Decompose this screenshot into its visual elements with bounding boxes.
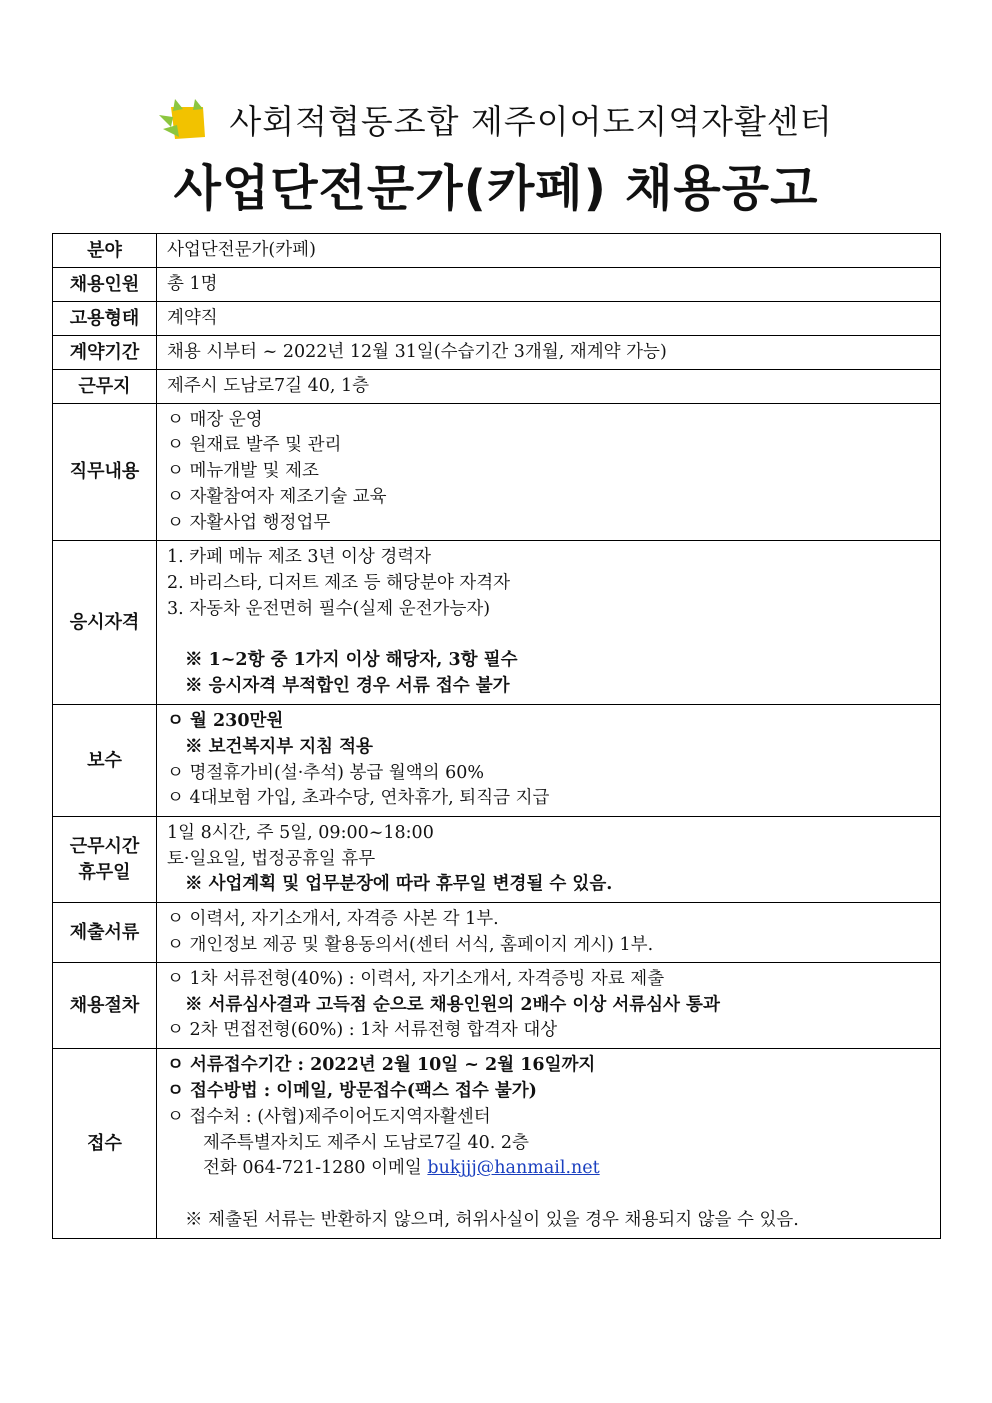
salary-item: ㅇ 4대보험 가입, 초과수당, 연차휴가, 퇴직금 지급 (167, 788, 550, 809)
qualification-item: 3. 자동차 운전면허 필수(실제 운전가능자) (167, 598, 491, 619)
row-period (53, 336, 941, 370)
label-hours-line1: 근무시간 (69, 835, 140, 857)
duty-item: ㅇ 자활참여자 제조기술 교육 (167, 486, 387, 507)
label-period: 계약기간 (53, 336, 157, 370)
value-location: 제주시 도남로7길 40, 1층 (157, 370, 941, 404)
label-duties: 직무내용 (53, 404, 157, 541)
row-salary (53, 705, 941, 817)
duty-item: ㅇ 매장 운영 (167, 409, 263, 430)
label-hours (53, 817, 157, 903)
qualification-item: 2. 바리스타, 디저트 제조 등 해당분야 자격자 (167, 572, 511, 593)
qualification-note: ※ 1~2항 중 1가지 이상 해당자, 3항 필수 (185, 650, 518, 671)
label-location: 근무지 (53, 370, 157, 404)
email-link[interactable]: bukjjj@hanmail.net (427, 1158, 600, 1179)
row-field (53, 234, 941, 268)
value-documents (157, 903, 941, 963)
duty-item: ㅇ 메뉴개발 및 제조 (167, 461, 319, 482)
salary-note: ※ 보건복지부 지침 적용 (185, 736, 373, 757)
label-documents: 제출서류 (53, 903, 157, 963)
job-notice-table (52, 233, 941, 1239)
application-period: ㅇ 서류접수기간 : 2022년 2월 10일 ~ 2월 16일까지 (167, 1055, 596, 1076)
salary-main: ㅇ 월 230만원 (167, 710, 284, 731)
procedure-note: ※ 서류심사결과 고득점 순으로 채용인원의 2배수 이상 서류심사 통과 (185, 994, 720, 1015)
application-place: ㅇ 접수처 : (사협)제주이어도지역자활센터 (167, 1106, 491, 1127)
value-duties (157, 404, 941, 541)
procedure-step1: ㅇ 1차 서류전형(40%) : 이력서, 자기소개서, 자격증빙 자료 제출 (167, 968, 665, 989)
qualification-item: 1. 카페 메뉴 제조 3년 이상 경력자 (167, 547, 432, 568)
value-hours (157, 817, 941, 903)
value-field: 사업단전문가(카페) (157, 234, 941, 268)
value-employment: 계약직 (157, 302, 941, 336)
procedure-step2: ㅇ 2차 면접전형(60%) : 1차 서류전형 합격자 대상 (167, 1020, 558, 1041)
hours-line: 1일 8시간, 주 5일, 09:00~18:00 (167, 822, 434, 843)
application-phone: 전화 064-721-1280 이메일 (203, 1158, 428, 1179)
value-period: 채용 시부터 ~ 2022년 12월 31일(수습기간 3개월, 재계약 가능) (157, 336, 941, 370)
application-contact (167, 1156, 940, 1182)
row-documents (53, 903, 941, 963)
salary-item: ㅇ 명절휴가비(설·추석) 봉급 월액의 60% (167, 762, 485, 783)
value-procedure (157, 963, 941, 1049)
org-name: 사회적협동조합 제주이어도지역자활센터 (229, 101, 833, 141)
row-location (53, 370, 941, 404)
row-qualifications (53, 541, 941, 705)
row-employment (53, 302, 941, 336)
value-salary (157, 705, 941, 817)
label-qualifications: 응시자격 (53, 541, 157, 705)
application-method: ㅇ 접수방법 : 이메일, 방문접수(팩스 접수 불가) (167, 1081, 537, 1101)
holiday-line: 토·일요일, 법정공휴일 휴무 (167, 848, 376, 869)
qualification-note: ※ 응시자격 부적합인 경우 서류 접수 불가 (185, 676, 510, 697)
label-salary: 보수 (53, 705, 157, 817)
label-hours-line2: 휴무일 (78, 861, 131, 883)
hours-note: ※ 사업계획 및 업무분장에 따라 휴무일 변경될 수 있음. (185, 874, 613, 895)
org-logo-icon (159, 97, 211, 141)
label-procedure: 채용절차 (53, 963, 157, 1049)
row-hours (53, 817, 941, 903)
row-application (53, 1049, 941, 1239)
application-footnote: ※ 제출된 서류는 반환하지 않으며, 허위사실이 있을 경우 채용되지 않을 수 있음. (185, 1209, 799, 1230)
label-headcount: 채용인원 (53, 268, 157, 302)
value-headcount: 총 1명 (157, 268, 941, 302)
duty-item: ㅇ 자활사업 행정업무 (167, 512, 331, 533)
row-headcount (53, 268, 941, 302)
row-duties (53, 404, 941, 541)
label-field: 분야 (53, 234, 157, 268)
label-application: 접수 (53, 1049, 157, 1239)
org-header (0, 92, 992, 146)
value-application (157, 1049, 941, 1239)
page-title: 사업단전문가(카페) 채용공고 (173, 160, 819, 217)
value-qualifications (157, 541, 941, 705)
application-address: 제주특별자치도 제주시 도남로7길 40. 2층 (203, 1132, 529, 1153)
duty-item: ㅇ 원재료 발주 및 관리 (167, 435, 342, 456)
label-employment: 고용형태 (53, 302, 157, 336)
document-item: ㅇ 이력서, 자기소개서, 자격증 사본 각 1부. (167, 908, 499, 929)
row-procedure (53, 963, 941, 1049)
document-item: ㅇ 개인정보 제공 및 활용동의서(센터 서식, 홈페이지 게시) 1부. (167, 934, 654, 955)
